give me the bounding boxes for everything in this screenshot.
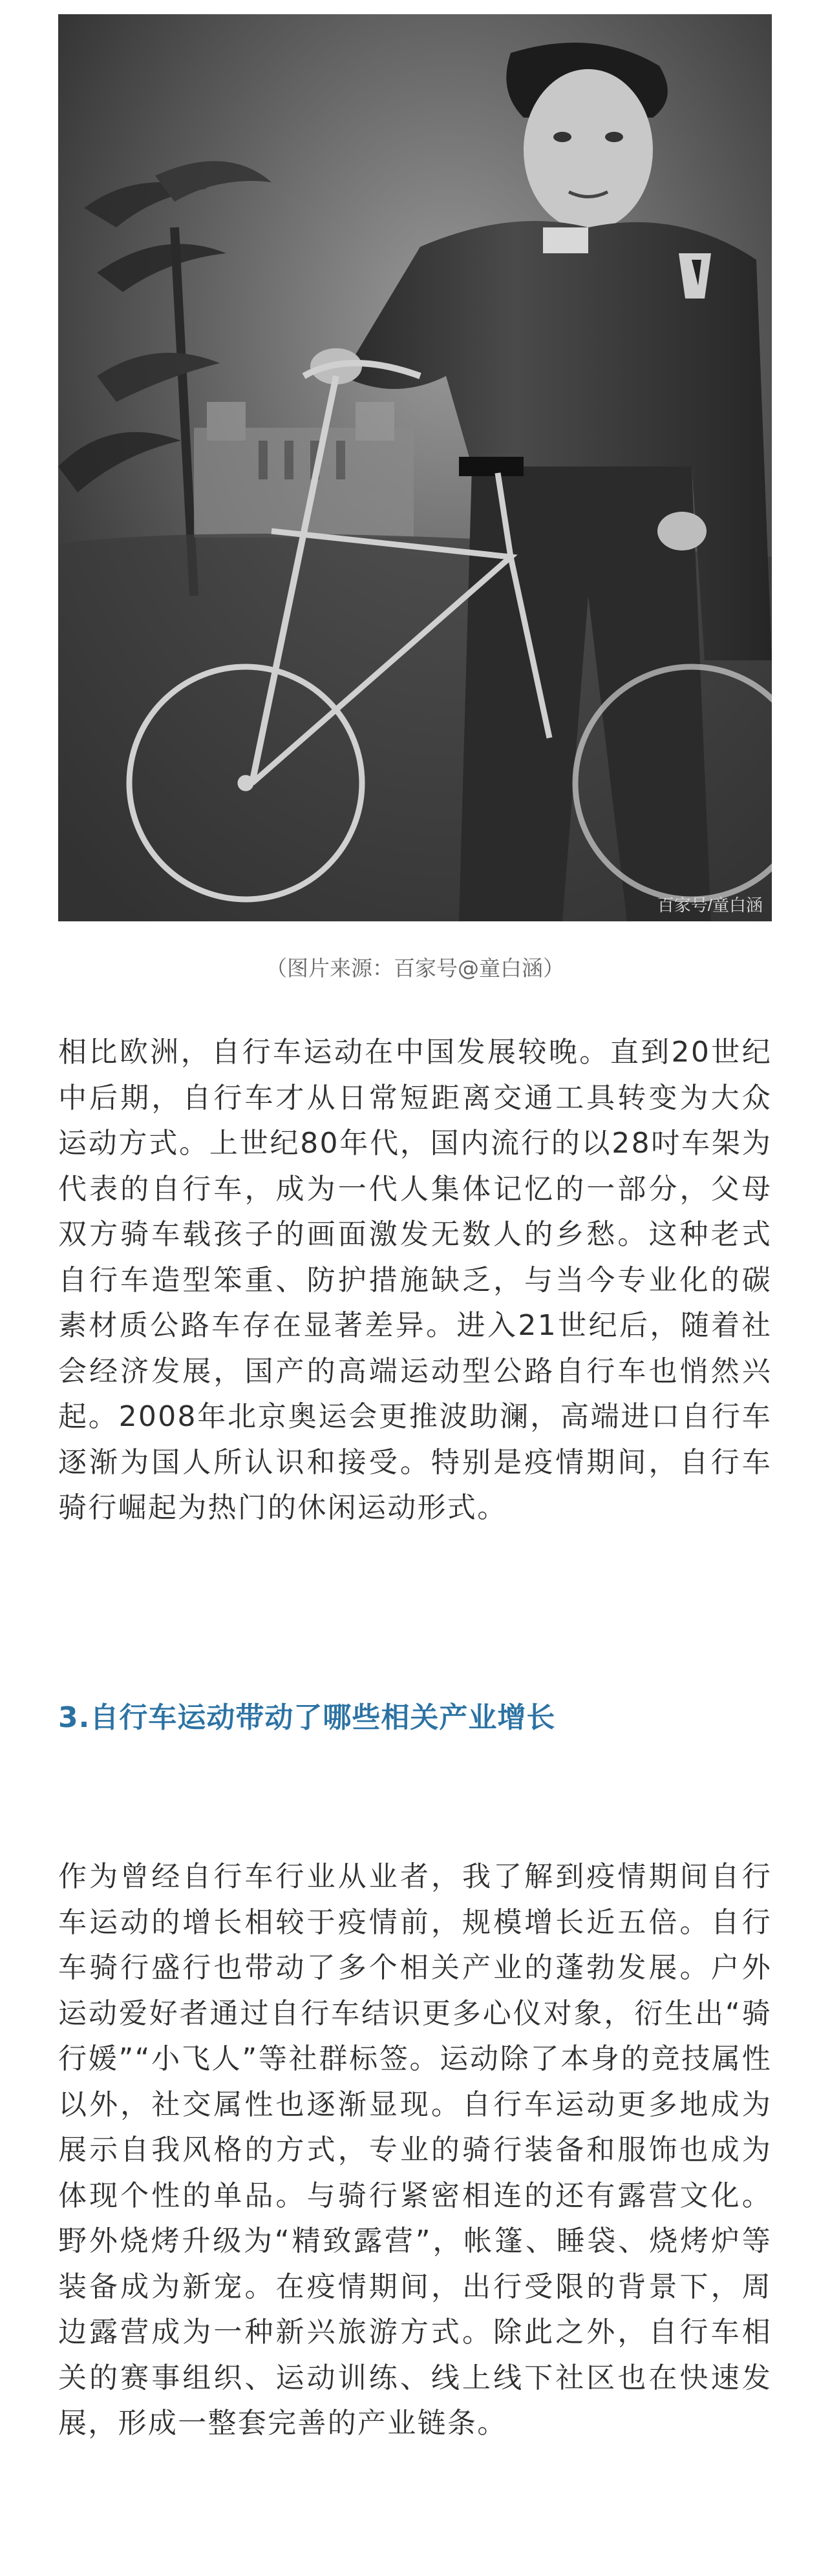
- historical-photo: [58, 14, 772, 921]
- image-caption: （图片来源：百家号@童白涵）: [266, 956, 564, 981]
- paragraph-industry: 作为曾经自行车行业从业者，我了解到疫情期间自行车运动的增长相较于疫情前，规模增长近五倍。自行车骑行盛行也带动了多个相关产业的蓬勃发展。户外运动爱好者通过自行车结识更多心仪对象，衍生出“骑行媛”“小飞人”等社群标签。运动除了本身的竞技属性以外，社交属性也逐渐显现。自行车运动更多地成为展示自我风格的方式，专业的骑行装备和服饰也成为体现个性的单品。与骑行紧密相连的还有露营文化。野外烧烤升级为“精致露营”，帐篷、睡袋、烧烤炉等装备成为新宠。在疫情期间，出行受限的背景下，周边露营成为一种新兴旅游方式。除此之外，自行车相关的赛事组织、运动训练、线上线下社区也在快速发展，形成一整套完善的产业链条。: [58, 1860, 772, 2440]
- section-heading: 3.自行车运动带动了哪些相关产业增长: [58, 1701, 556, 1734]
- photo-illustration: [58, 14, 772, 921]
- paragraph-history: 相比欧洲，自行车运动在中国发展较晚。直到20世纪中后期，自行车才从日常短距离交通工具转变为大众运动方式。上世纪80年代，国内流行的以28吋车架为代表的自行车，成为一代人集体记忆的一部分，父母双方骑车载孩子的画面激发无数人的乡愁。这种老式自行车造型笨重、防护措施缺乏，与当今专业化的碳素材质公路车存在显著差异。进入21世纪后，随着社会经济发展，国产的高端运动型公路自行车也悄然兴起。2008年北京奥运会更推波助澜，高端进口自行车逐渐为国人所认识和接受。特别是疫情期间，自行车骑行崛起为热门的休闲运动形式。: [58, 1036, 772, 1524]
- photo-watermark: 百家号/童白涵: [657, 895, 763, 915]
